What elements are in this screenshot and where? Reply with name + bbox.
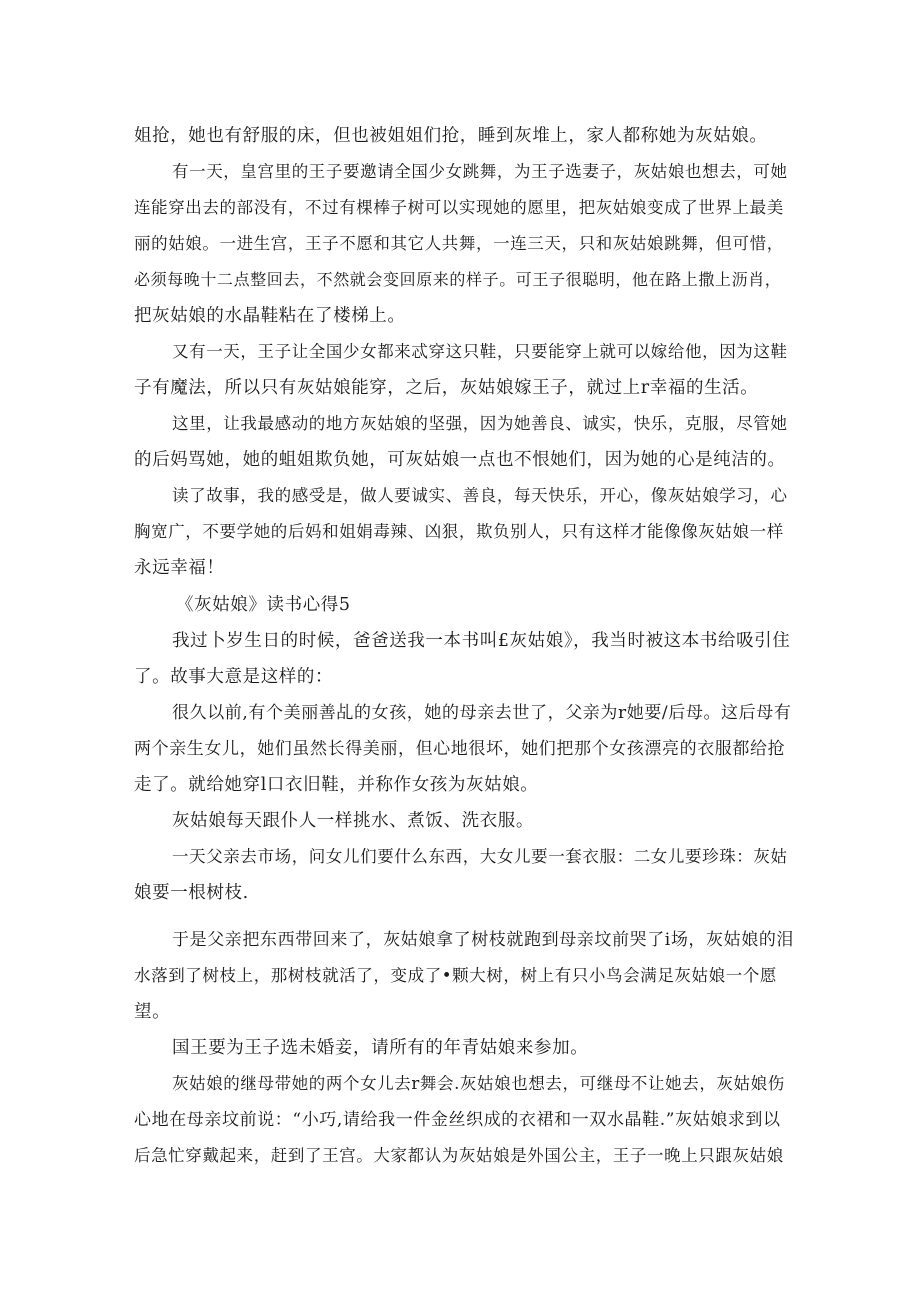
text-line: 读了故事，我的感受是，做人要诚实、善良，每天快乐，开心，像灰姑娘学习，心 <box>172 486 788 505</box>
text-line: 望。 <box>134 1002 171 1022</box>
text-line: 走了。就给她穿l口衣旧鞋，并称作女孩为灰姑娘。 <box>134 775 539 795</box>
text-line: 胸宽广，不要学她的后妈和姐娟毒辣、凶狠，欺负别人，只有这样才能像像灰姑娘一样 <box>134 522 784 541</box>
text-line: 灰姑娘每天跟仆人一样挑水、煮饭、洗衣服。 <box>172 811 534 831</box>
text-line: 我过卜岁生日的时候，爸爸送我一本书叫£灰姑娘》，我当时被这本书给吸引住 <box>172 631 791 651</box>
text-line: 于是父亲把东西带回来了，灰姑娘拿了树枝就跑到母亲坟前哭了i场，灰姑娘的泪 <box>172 930 795 950</box>
text-line: 的后妈骂她，她的蛆姐欺负她，可灰姑娘一点也不恨她们，因为她的心是纯洁的。 <box>134 450 786 470</box>
text-line: 一天父亲去市场，问女儿们要什么东西，大女儿要一套衣服：二女儿要珍珠：灰姑 <box>172 847 788 866</box>
text-line: 丽的姑娘。一进生宫，王子不愿和其它人共舞，一连三天，只和灰姑娘跳舞，但可惜， <box>134 234 784 253</box>
text-line: 又有一天，王子让全国少女都来忒穿这只鞋，只要能穿上就可以嫁给他，因为这鞋 <box>172 342 788 361</box>
text-line: 子有魔法，所以只有灰姑娘能穿，之后，灰姑娘嫁王子，就过上r幸福的生活。 <box>134 378 759 398</box>
text-line: 有一天，皇宫里的王子要邀请全国少女跳舞，为王子选妻子，灰姑娘也想去，可她 <box>172 162 788 181</box>
text-line: 姐抢，她也有舒服的床，但也被姐姐们抢，睡到灰堆上，家人都称她为灰姑娘。 <box>134 126 768 146</box>
section-heading: 《灰姑娘》读书心得5 <box>176 595 351 615</box>
text-line: 必须每晚十二点整回去，不然就会变回原来的样子。可王子很聪明，他在路上撒上沥肖， <box>134 270 782 289</box>
text-line: 了。故事大意是这样的： <box>134 667 334 687</box>
text-line: 这里，让我最感动的地方灰姑娘的坚强，因为她善良、诚实，快乐，克服，尽管她 <box>172 414 788 433</box>
text-line: 国王要为王子选未婚妾，请所有的年青姑娘来参加。 <box>172 1038 589 1058</box>
text-line: 两个亲生女儿，她们虽然长得美丽，但心地很坏，她们把那个女孩漂亮的衣服都给抢 <box>134 739 786 759</box>
text-line: 心地在母亲坟前说：“小巧,请给我一件金丝织成的衣裙和一双水晶鞋.”灰姑娘求到以 <box>134 1110 781 1130</box>
text-line: 把灰姑娘的水晶鞋粘在了楼梯上。 <box>134 306 406 326</box>
text-line: 永远幸福！ <box>134 558 225 578</box>
text-line: 水落到了树枝上，那树枝就活了，变成了•颗大树，树上有只小鸟会满足灰姑娘一个愿 <box>134 966 778 985</box>
text-line: 娘要一根树枝. <box>134 883 249 903</box>
text-line: 很久以前,有个美丽善乩的女孩，她的母亲去世了，父亲为r她要/后母。这后母有 <box>172 703 792 723</box>
text-line: 灰姑娘的继母带她的两个女儿去r舞会.灰姑娘也想去，可继母不让她去，灰姑娘伤 <box>172 1074 785 1093</box>
text-line: 后急忙穿戴起来，赶到了王宫。大家都认为灰姑娘是外国公主，王子一晚上只跟灰姑娘 <box>134 1146 784 1165</box>
text-line: 连能穿出去的部没有，不过有棵棒子树可以实现她的愿里，把灰姑娘变成了世界上最美 <box>134 198 784 217</box>
